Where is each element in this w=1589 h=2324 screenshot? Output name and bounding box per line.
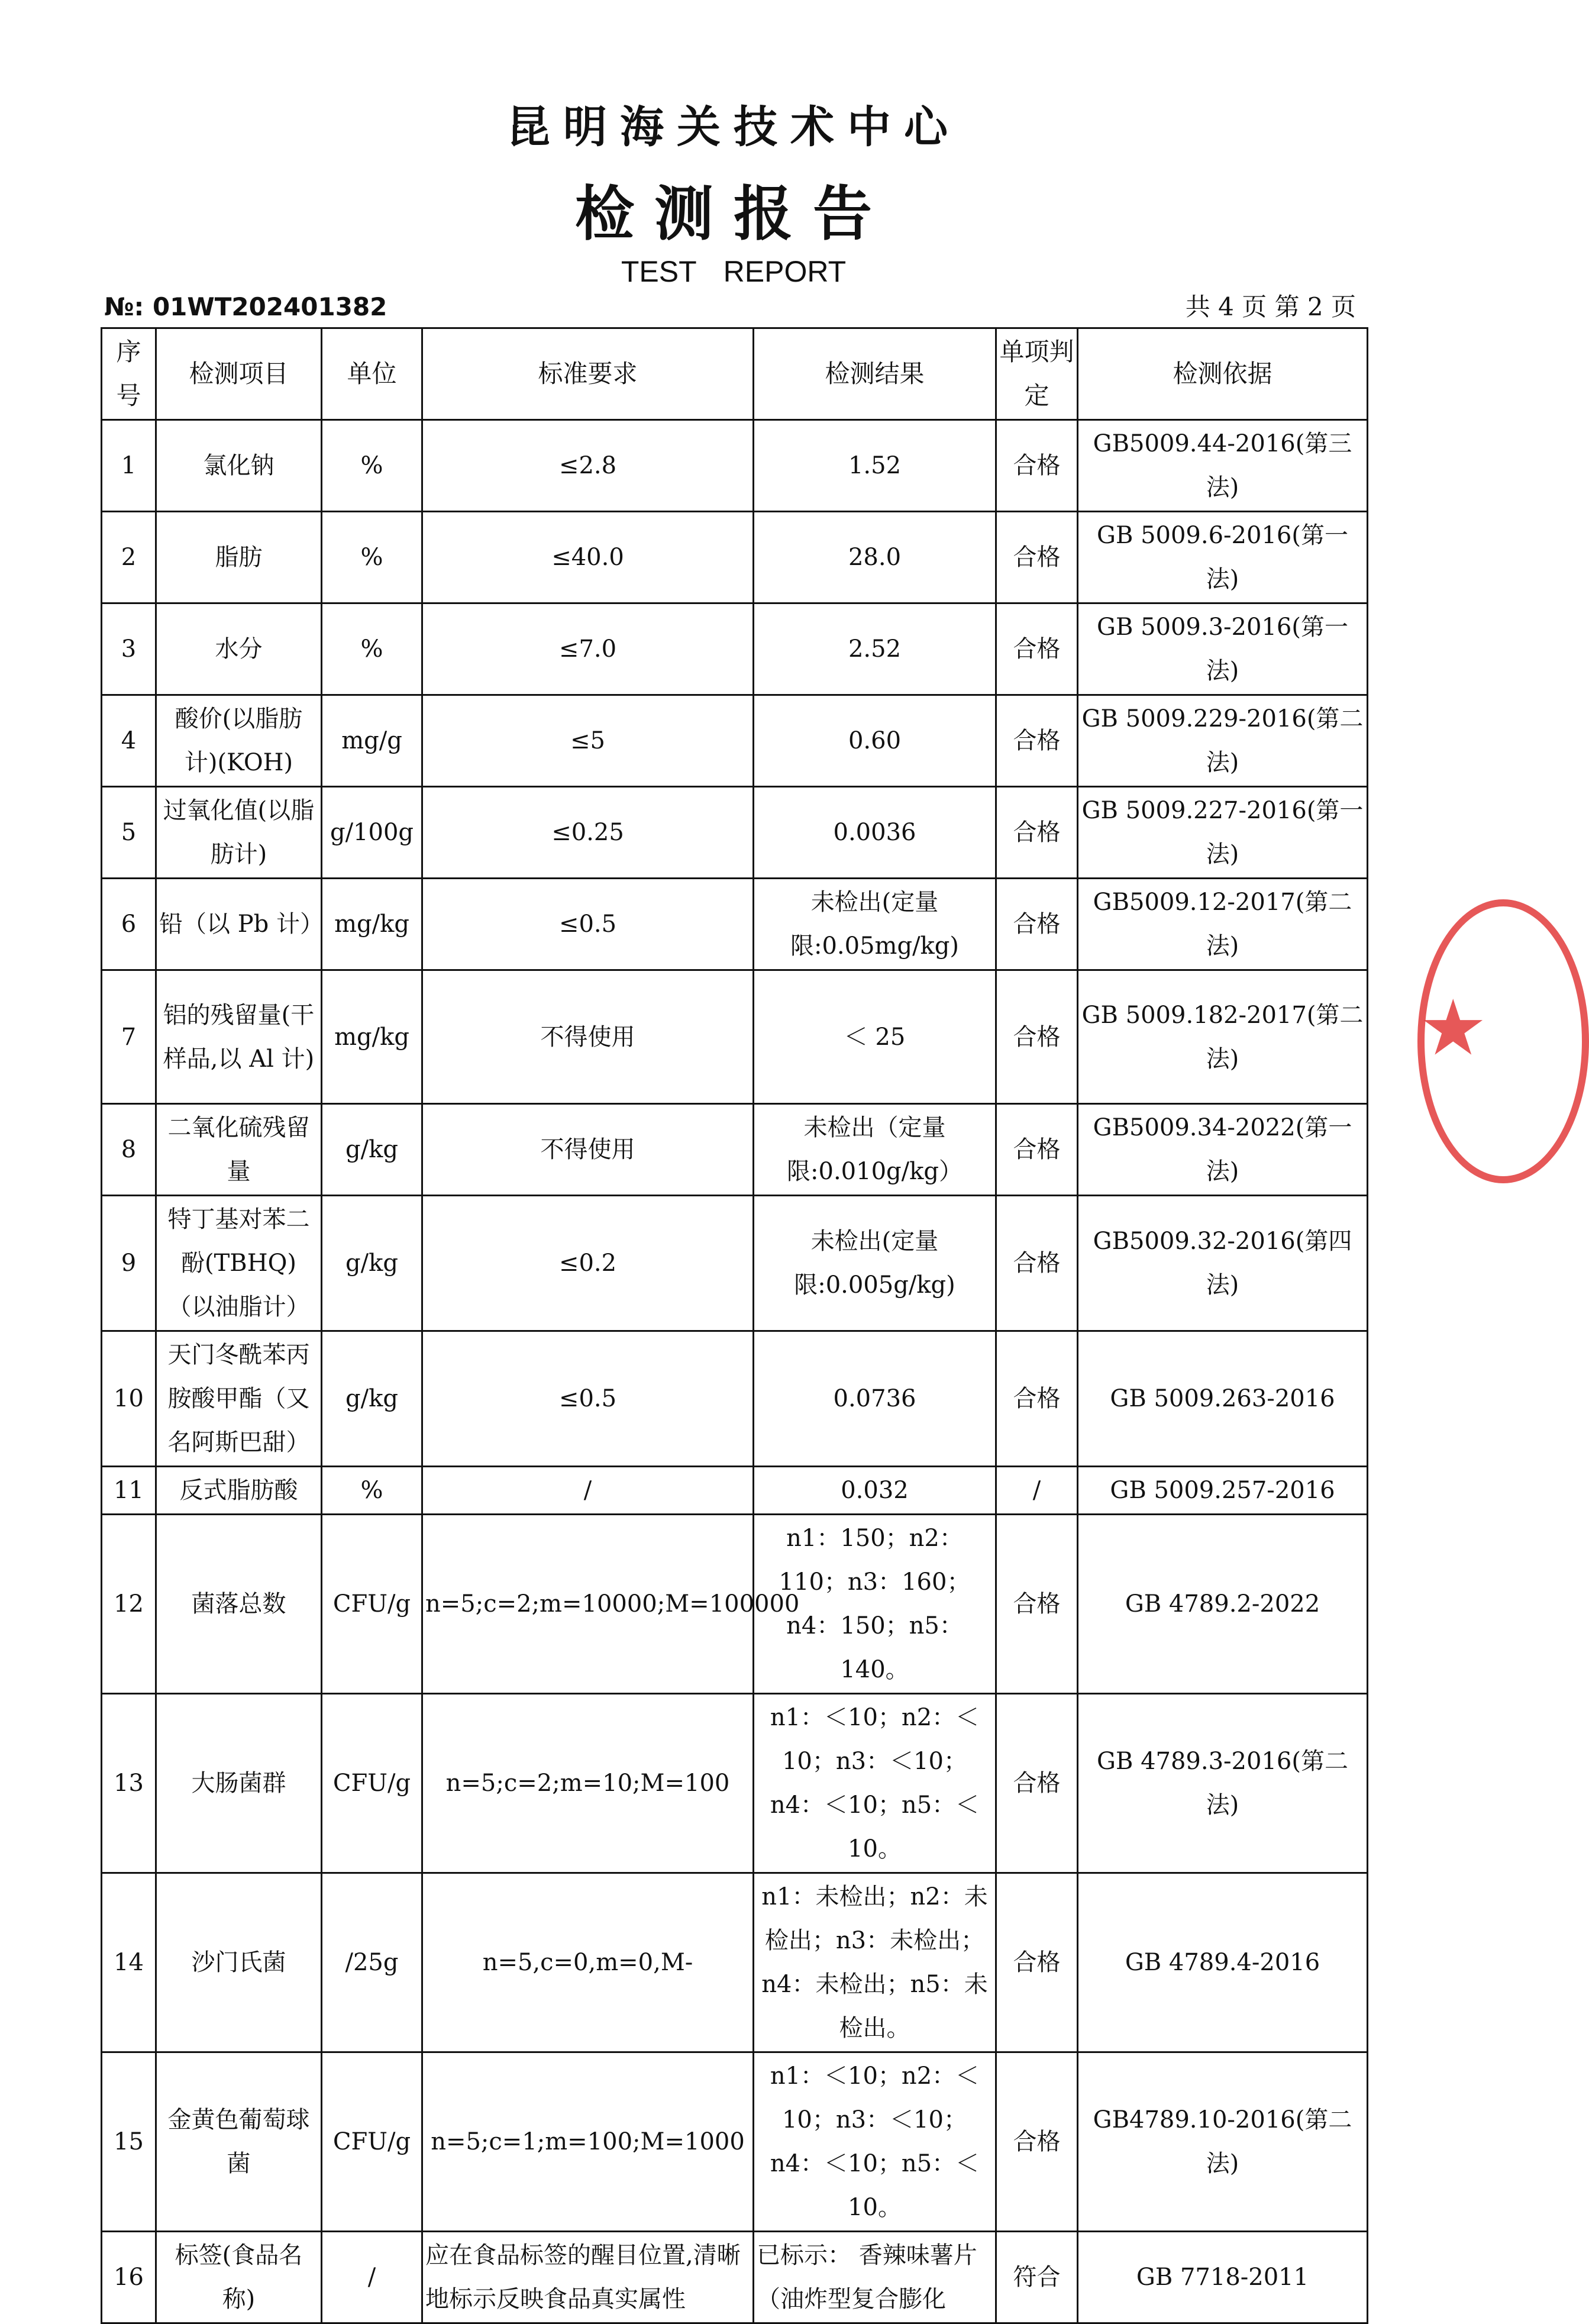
row-judgement: 合格 (996, 695, 1078, 787)
row-judgement: 合格 (996, 512, 1078, 603)
row-item: 酸价(以脂肪计)(KOH) (156, 695, 322, 787)
report-number: №: 01WT202401382 (104, 292, 387, 321)
row-result: 28.0 (754, 512, 996, 603)
row-unit: % (322, 1467, 422, 1515)
row-judgement: 合格 (996, 2052, 1078, 2232)
row-requirement: ≤2.8 (422, 420, 754, 512)
row-result: ＜ 25 (754, 970, 996, 1104)
row-result: 0.032 (754, 1467, 996, 1515)
column-header-no: 序号 (102, 328, 156, 420)
table-row (102, 1104, 1368, 1196)
table-row (102, 879, 1368, 970)
row-requirement: / (422, 1467, 754, 1515)
table-row (102, 787, 1368, 879)
row-no: 3 (102, 603, 156, 695)
row-judgement: 合格 (996, 970, 1078, 1104)
row-result: 2.52 (754, 603, 996, 695)
table-header-row (102, 328, 1368, 420)
row-item: 大肠菌群 (156, 1694, 322, 1873)
row-unit: mg/g (322, 695, 422, 787)
row-basis: GB5009.44-2016(第三法) (1078, 420, 1368, 512)
table-row (102, 2052, 1368, 2232)
row-basis: GB 5009.6-2016(第一法) (1078, 512, 1368, 603)
column-header-requirement: 标准要求 (422, 328, 754, 420)
table-row (102, 603, 1368, 695)
row-requirement: 应在食品标签的醒目位置,清晰地标示反映食品真实属性 (422, 2232, 754, 2323)
row-requirement: n=5;c=2;m=10000;M=100000 (422, 1515, 754, 1694)
row-item: 过氧化值(以脂肪计) (156, 787, 322, 879)
row-judgement: 合格 (996, 1196, 1078, 1331)
row-result: 已标示： 香辣味薯片（油炸型复合膨化 (754, 2232, 996, 2323)
row-no: 15 (102, 2052, 156, 2232)
results-table (101, 327, 1368, 2324)
row-item: 天门冬酰苯丙胺酸甲酯（又名阿斯巴甜） (156, 1331, 322, 1467)
column-header-result: 检测结果 (754, 328, 996, 420)
row-no: 8 (102, 1104, 156, 1196)
row-result: 1.52 (754, 420, 996, 512)
table-row (102, 420, 1368, 512)
row-no: 11 (102, 1467, 156, 1515)
row-judgement: 合格 (996, 1104, 1078, 1196)
row-basis: GB 5009.182-2017(第二法) (1078, 970, 1368, 1104)
row-result: n1：＜10；n2：＜10；n3：＜10；n4：＜10；n5：＜10。 (754, 2052, 996, 2232)
row-no: 5 (102, 787, 156, 879)
column-header-item: 检测项目 (156, 328, 322, 420)
row-basis: GB 5009.3-2016(第一法) (1078, 603, 1368, 695)
row-basis: GB5009.34-2022(第一法) (1078, 1104, 1368, 1196)
row-requirement: ≤0.2 (422, 1196, 754, 1331)
row-requirement: 不得使用 (422, 970, 754, 1104)
table-row (102, 1467, 1368, 1515)
column-header-judgement: 单项判定 (996, 328, 1078, 420)
row-unit: CFU/g (322, 2052, 422, 2232)
row-basis: GB 7718-2011 (1078, 2232, 1368, 2323)
row-no: 10 (102, 1331, 156, 1467)
official-seal-star-icon: ★ (1419, 983, 1488, 1073)
row-judgement: 合格 (996, 1331, 1078, 1467)
row-item: 水分 (156, 603, 322, 695)
row-item: 反式脂肪酸 (156, 1467, 322, 1515)
row-item: 标签(食品名称) (156, 2232, 322, 2323)
row-unit: % (322, 603, 422, 695)
row-no: 12 (102, 1515, 156, 1694)
row-unit: mg/kg (322, 970, 422, 1104)
report-title: 检测报告 (575, 179, 892, 248)
row-basis: GB5009.32-2016(第四法) (1078, 1196, 1368, 1331)
row-item: 金黄色葡萄球菌 (156, 2052, 322, 2232)
row-judgement: 合格 (996, 1515, 1078, 1694)
row-item: 脂肪 (156, 512, 322, 603)
row-requirement: ≤0.25 (422, 787, 754, 879)
row-result: 0.0036 (754, 787, 996, 879)
table-row (102, 1196, 1368, 1331)
table-row (102, 970, 1368, 1104)
row-item: 二氧化硫残留量 (156, 1104, 322, 1196)
row-unit: g/kg (322, 1104, 422, 1196)
row-no: 16 (102, 2232, 156, 2323)
row-unit: /25g (322, 1873, 422, 2052)
row-item: 铝的残留量(干样品,以 Al 计) (156, 970, 322, 1104)
row-item: 特丁基对苯二酚(TBHQ)（以油脂计） (156, 1196, 322, 1331)
row-result: 未检出(定量限:0.05mg/kg) (754, 879, 996, 970)
row-basis: GB 5009.263-2016 (1078, 1331, 1368, 1467)
table-row (102, 2232, 1368, 2323)
row-unit: g/kg (322, 1331, 422, 1467)
row-judgement: 合格 (996, 879, 1078, 970)
row-judgement: / (996, 1467, 1078, 1515)
column-header-unit: 单位 (322, 328, 422, 420)
row-item: 铅（以 Pb 计） (156, 879, 322, 970)
page-info: 共 4 页 第 2 页 (1185, 292, 1356, 321)
row-item: 氯化钠 (156, 420, 322, 512)
row-requirement: ≤0.5 (422, 879, 754, 970)
row-basis: GB 4789.4-2016 (1078, 1873, 1368, 2052)
row-unit: mg/kg (322, 879, 422, 970)
row-unit: % (322, 512, 422, 603)
row-judgement: 符合 (996, 2232, 1078, 2323)
table-row (102, 1694, 1368, 1873)
table-row (102, 695, 1368, 787)
table-row (102, 1515, 1368, 1694)
row-requirement: n=5;c=2;m=10;M=100 (422, 1694, 754, 1873)
row-no: 6 (102, 879, 156, 970)
row-requirement: ≤40.0 (422, 512, 754, 603)
row-no: 13 (102, 1694, 156, 1873)
report-subtitle: TEST REPORT (621, 255, 847, 288)
row-item: 菌落总数 (156, 1515, 322, 1694)
row-requirement: 不得使用 (422, 1104, 754, 1196)
row-result: 0.0736 (754, 1331, 996, 1467)
row-basis: GB 4789.3-2016(第二法) (1078, 1694, 1368, 1873)
row-judgement: 合格 (996, 420, 1078, 512)
row-unit: / (322, 2232, 422, 2323)
organization-title: 昆明海关技术中心 (506, 102, 961, 153)
row-basis: GB4789.10-2016(第二法) (1078, 2052, 1368, 2232)
row-unit: CFU/g (322, 1694, 422, 1873)
row-requirement: ≤7.0 (422, 603, 754, 695)
row-no: 14 (102, 1873, 156, 2052)
row-basis: GB5009.12-2017(第二法) (1078, 879, 1368, 970)
table-row (102, 1873, 1368, 2052)
row-judgement: 合格 (996, 1873, 1078, 2052)
row-no: 1 (102, 420, 156, 512)
row-judgement: 合格 (996, 1694, 1078, 1873)
row-judgement: 合格 (996, 787, 1078, 879)
row-requirement: ≤0.5 (422, 1331, 754, 1467)
table-row (102, 1331, 1368, 1467)
row-no: 7 (102, 970, 156, 1104)
row-unit: CFU/g (322, 1515, 422, 1694)
row-unit: g/kg (322, 1196, 422, 1331)
table-row (102, 512, 1368, 603)
row-no: 2 (102, 512, 156, 603)
row-unit: % (322, 420, 422, 512)
column-header-basis: 检测依据 (1078, 328, 1368, 420)
row-basis: GB 5009.227-2016(第一法) (1078, 787, 1368, 879)
row-result: 0.60 (754, 695, 996, 787)
row-result: 未检出（定量限:0.010g/kg） (754, 1104, 996, 1196)
row-basis: GB 5009.257-2016 (1078, 1467, 1368, 1515)
row-requirement: n=5,c=0,m=0,M- (422, 1873, 754, 2052)
row-basis: GB 5009.229-2016(第二法) (1078, 695, 1368, 787)
row-unit: g/100g (322, 787, 422, 879)
row-basis: GB 4789.2-2022 (1078, 1515, 1368, 1694)
row-requirement: n=5;c=1;m=100;M=1000 (422, 2052, 754, 2232)
row-result: n1：150；n2：110；n3：160；n4：150；n5：140。 (754, 1515, 996, 1694)
row-no: 9 (102, 1196, 156, 1331)
row-result: 未检出(定量限:0.005g/kg) (754, 1196, 996, 1331)
row-result: n1：＜10；n2：＜10；n3：＜10；n4：＜10；n5：＜10。 (754, 1694, 996, 1873)
row-requirement: ≤5 (422, 695, 754, 787)
row-no: 4 (102, 695, 156, 787)
row-judgement: 合格 (996, 603, 1078, 695)
row-item: 沙门氏菌 (156, 1873, 322, 2052)
row-result: n1：未检出；n2：未检出；n3：未检出；n4：未检出；n5：未检出。 (754, 1873, 996, 2052)
